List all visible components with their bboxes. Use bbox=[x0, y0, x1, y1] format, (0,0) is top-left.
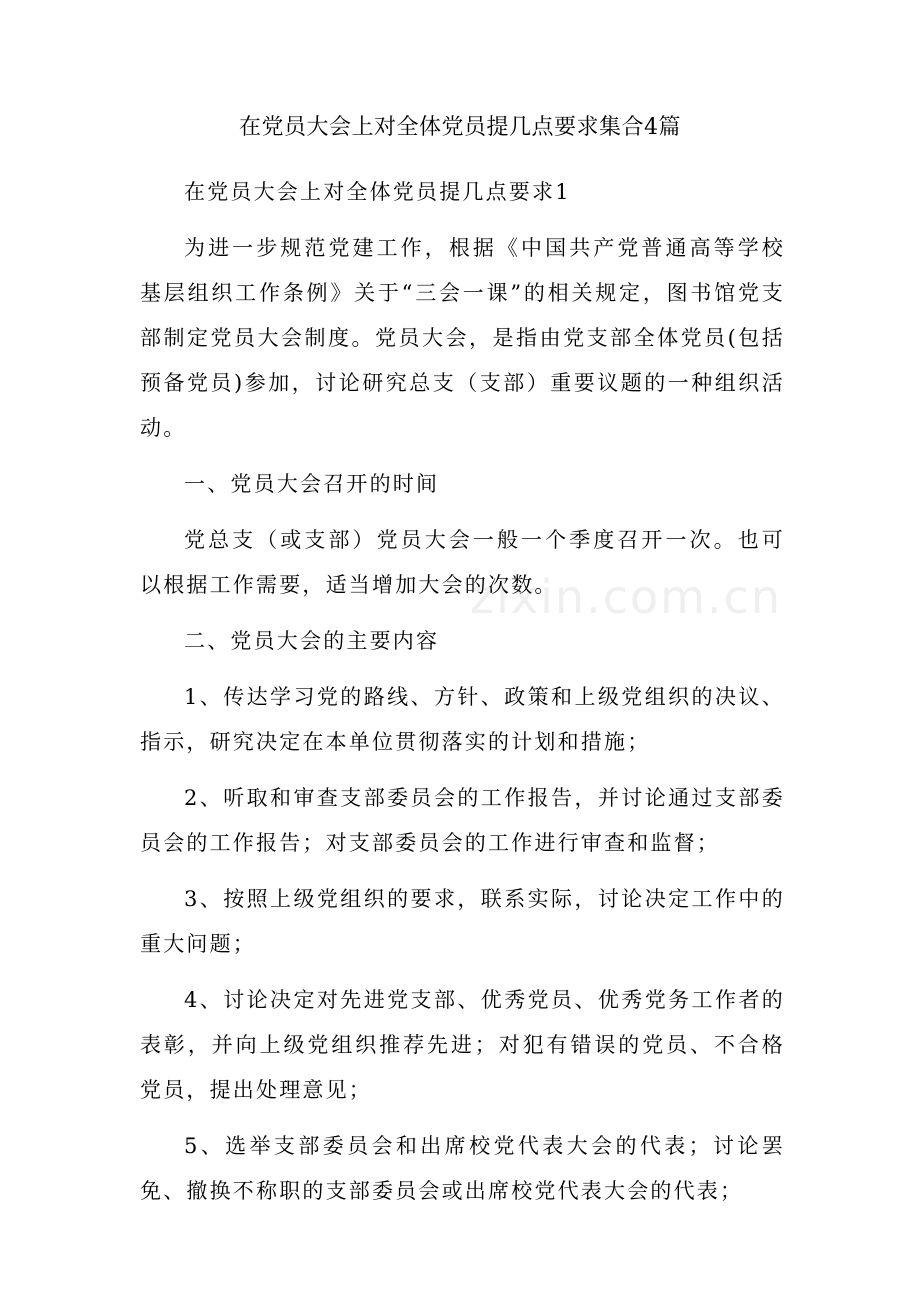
subheading-part-1: 在党员大会上对全体党员提几点要求1 bbox=[184, 180, 571, 204]
document-title: 在党员大会上对全体党员提几点要求集合4篇 bbox=[239, 115, 681, 140]
list-item-4: 4、讨论决定对先进党支部、优秀党员、优秀党务工作者的表彰，并向上级党组织推荐先进；对犯有错误的党员、不合格党员，提出处理意见； bbox=[140, 988, 785, 1102]
section-heading-content: 二、党员大会的主要内容 bbox=[184, 629, 440, 653]
list-item-2: 2、听取和审查支部委员会的工作报告，并讨论通过支部委员会的工作报告；对支部委员会的工作进行审查和监督； bbox=[140, 786, 785, 855]
list-item-1: 1、传达学习党的路线、方针、政策和上级党组织的决议、指示，研究决定在本单位贯彻落实的计划和措施； bbox=[140, 685, 785, 754]
list-item-5: 5、选举支部委员会和出席校党代表大会的代表；讨论罢免、撤换不称职的支部委员会或出席校党代表大会的代表； bbox=[140, 1134, 785, 1203]
list-item-3: 3、按照上级党组织的要求，联系实际，讨论决定工作中的重大问题； bbox=[140, 887, 785, 956]
paragraph-time: 党总支（或支部）党员大会一般一个季度召开一次。也可以根据工作需要，适当增加大会的次数。 bbox=[140, 528, 785, 597]
document-body bbox=[140, 170, 785, 1225]
paragraph-intro: 为进一步规范党建工作，根据《中国共产党普通高等学校基层组织工作条例》关于“三会一课”的相关规定，图书馆党支部制定党员大会制度。党员大会，是指由党支部全体党员(包括预备党员)参加，讨论研究总支（支部）重要议题的一种组织活动。 bbox=[140, 236, 785, 440]
watermark-text: zixin.com.cn bbox=[470, 570, 783, 624]
section-heading-time: 一、党员大会召开的时间 bbox=[184, 472, 440, 496]
